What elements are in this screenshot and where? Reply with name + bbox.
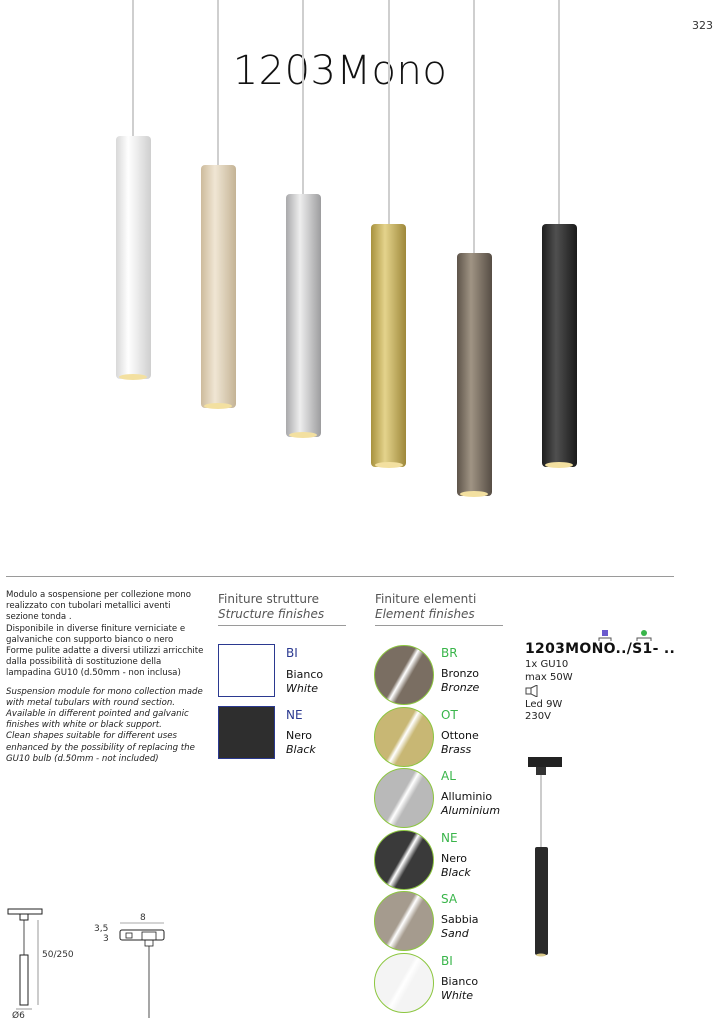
finish-name [441,790,500,818]
white-swatch [218,644,275,697]
finish-name-en: White [286,682,318,695]
product-code: 1203MONO../S1- .. [525,641,676,657]
finish-code: NE [441,830,458,845]
element-finishes-rule [375,625,503,626]
finish-name-en: Black [286,743,316,756]
structure-finishes-heading-it: Finiture strutture [218,592,320,606]
description-english: Suspension module for mono collection made with metal tubulars with round section. Available in different pointed and galvanic finishes with white or black support. Clean shapes suitable for different uses enhanced by the possibility of replacing the GU10 bulb (d.50mm - not included) [6,686,203,764]
page-title: 1203Mono [232,48,448,94]
width-dimension: 8 [140,913,146,923]
product-description [6,590,216,772]
finish-name-en: Black [441,865,471,879]
element-finishes-heading-it: Finiture elementi [375,592,477,606]
finish-name [286,668,323,696]
max-power-spec: max 50W [525,672,573,683]
finish-code: NE [286,708,303,722]
page-number: 323 [692,19,713,32]
finish-name-it: Bronzo [441,667,480,680]
element-finishes-heading [375,592,476,622]
led-spec: Led 9W [525,699,563,710]
finish-name-en: Bronze [441,681,480,694]
finish-code: BR [441,646,458,660]
dimension-drawing-track [112,920,172,1020]
finish-name-it: Bianco [286,668,324,681]
description-italian: Modulo a sospensione per collezione mono realizzato con tubolari metallici aventi sezione tonda . Disponibile in diverse finiture verniciate e galvaniche con supporto bianco o nero Forme pulite adatte a diversi utilizzi arricchite dalla possibilità di sostituzione della lampadina GU10 (d.50mm - non inclusa) [6,590,204,679]
finish-name-it: Nero [286,729,313,742]
finish-name [441,667,479,695]
black-swatch [218,706,275,759]
element-finish-swatch [374,707,434,767]
finish-name-it: Nero [441,851,468,865]
finish-name-en: Brass [441,742,472,756]
element-finish-swatch [374,830,434,890]
structure-finishes-rule [218,625,346,626]
structure-finish-bi [218,644,275,697]
diameter-dimension: Ø6 [12,1011,25,1021]
element-finish-swatch [374,953,434,1013]
finish-code: BI [286,646,298,660]
dimension-drawing-side [6,905,86,1020]
finish-name [441,852,471,880]
structure-finishes-heading [218,592,324,622]
finish-name-it: Sabbia [441,913,479,926]
finish-name-en: Aluminium [441,804,501,817]
voltage-spec: 230V [525,711,551,722]
section-divider [6,576,674,577]
element-finish-swatch [374,891,434,951]
element-finish-swatch [374,768,434,828]
finish-code: AL [441,769,456,783]
structure-finish-ne [218,706,275,759]
finish-name [441,729,479,757]
finish-name-en: Sand [441,927,469,940]
product-illustration [520,755,570,960]
dimmable-icon [525,685,541,697]
finish-code: SA [441,892,458,906]
finish-name-it: Ottone [441,728,479,742]
finish-name-it: Bianco [441,974,479,988]
finish-name-it: Alluminio [441,790,493,803]
finish-name-en: White [441,988,473,1002]
finish-code: BI [441,953,453,968]
finish-name [441,975,478,1003]
length-dimension: 50/250 [42,950,74,960]
structure-finishes-heading-en: Structure finishes [218,607,325,621]
bulb-spec: 1x GU10 [525,659,569,670]
finish-code: OT [441,707,458,722]
element-finishes-heading-en: Element finishes [375,607,475,621]
element-finish-swatch [374,645,434,705]
finish-name [441,913,479,941]
height-b-dimension: 3 [103,934,109,944]
height-a-dimension: 3,5 [94,924,109,934]
finish-name [286,729,316,757]
